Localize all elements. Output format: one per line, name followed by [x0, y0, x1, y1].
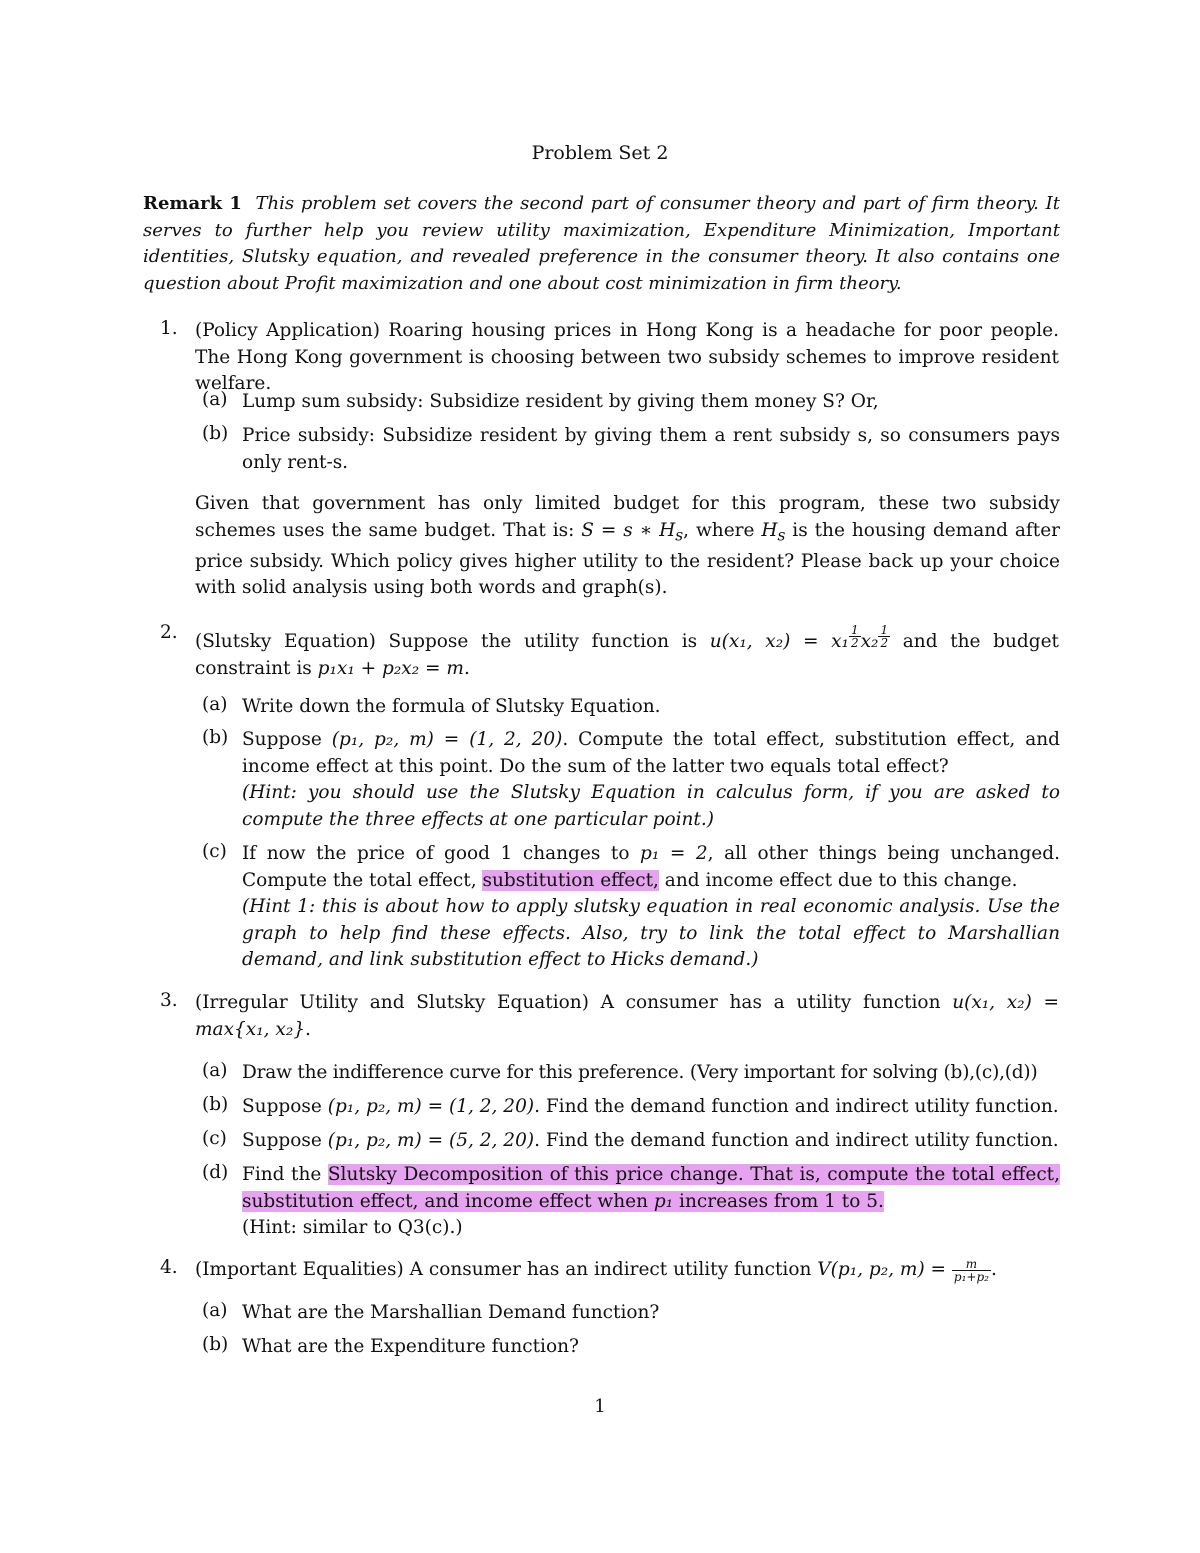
- sub-text: Suppose (p₁, p₂, m) = (1, 2, 20). Find the demand function and indirect utility function.: [242, 1096, 1059, 1117]
- sub-label: (a): [202, 1300, 228, 1321]
- question-1b: [195, 423, 1060, 476]
- question-text: (Slutsky Equation) Suppose the utility function is u(x₁, x₂) = x₁ $^{\frac{1}{2}}$ x₂ $^{\frac{1}{2}}$ and the budget constraint is p₁x₁ + p₂x₂ = m.: [195, 622, 1059, 679]
- question-2a: [195, 694, 1060, 721]
- math-budget: S = s ∗ $H_s$: [581, 519, 684, 545]
- math-utility: u(x₁, x₂) = x₁ $^{\frac{1}{2}}$ x₂ $^{\frac{1}{2}}$: [709, 622, 889, 653]
- sub-text: If now the price of good 1 changes to p₁ = 2, all other things being unchanged. Compute the total effect, substitution effect, and income effect due to this change. (Hint 1: this is about how to apply slutsky equation in real economic analysis. Use the graph to help find these effects. Also, try to link the total effect to Marshallian demand, and link substitution effect to Hicks demand.): [242, 841, 1060, 974]
- math-indirect-utility: V(p₁, p₂, m) =: [817, 1259, 952, 1280]
- para-text: is the housing demand after price subsidy. Which policy gives higher utility to the resident? Please back up your choice with solid analysis using both words and graph(s).: [195, 519, 1060, 599]
- sub-label: (b): [202, 423, 229, 444]
- question-3a: [195, 1060, 1060, 1087]
- para-text: Given that government has only limited budget for this program, these two subsidy schemes uses the same budget. That is:: [195, 493, 1060, 541]
- highlighted-text: Slutsky Decomposition of this price change. That is, compute the total effect, substitution effect, and income effect when p₁ increases from 1 to 5.: [242, 1164, 1060, 1212]
- question-3b: [195, 1094, 1060, 1121]
- question-number: 1.: [160, 318, 178, 339]
- sub-label: (c): [202, 1128, 227, 1149]
- question-4b: [195, 1334, 1060, 1361]
- sub-text: Price subsidy: Subsidize resident by giving them a rent subsidy s, so consumers pays only rent-s.: [242, 425, 1060, 473]
- sub-label: (b): [202, 1094, 229, 1115]
- remark-label: Remark 1: [143, 193, 242, 214]
- sub-label: (b): [202, 727, 229, 748]
- page-title: Problem Set 2: [531, 142, 669, 164]
- sub-label: (a): [202, 389, 228, 410]
- math-utility: u(x₁, x₂) = max{x₁, x₂}: [195, 992, 1059, 1040]
- question-1: [160, 318, 1060, 398]
- sub-text: What are the Expenditure function?: [242, 1336, 579, 1357]
- question-4: [160, 1257, 1060, 1284]
- question-text: (Irregular Utility and Slutsky Equation) A consumer has a utility function u(x₁, x₂) = max{x₁, x₂}.: [195, 992, 1059, 1040]
- question-number: 2.: [160, 622, 178, 643]
- sub-text: What are the Marshallian Demand function?: [242, 1302, 660, 1323]
- sub-text: Find the Slutsky Decomposition of this price change. That is, compute the total effect, substitution effect, and income effect when p₁ increases from 1 to 5. (Hint: similar to Q3(c).): [242, 1162, 1060, 1242]
- sub-text: Write down the formula of Slutsky Equation.: [242, 696, 661, 717]
- question-4a: [195, 1300, 1060, 1327]
- question-2: [160, 622, 1060, 682]
- para-text: , where: [683, 519, 762, 541]
- question-3c: [195, 1128, 1060, 1155]
- sub-text: Suppose (p₁, p₂, m) = (5, 2, 20). Find the demand function and indirect utility function.: [242, 1130, 1059, 1151]
- sub-text: Draw the indifference curve for this preference. (Very important for solving (b),(c),(d)): [242, 1062, 1038, 1083]
- sub-text: Lump sum subsidy: Subsidize resident by giving them money S? Or,: [242, 391, 879, 412]
- math-price: p₁ = 2: [640, 843, 708, 864]
- highlighted-text: substitution effect,: [482, 869, 659, 891]
- question-3: [160, 990, 1060, 1043]
- question-text: (Policy Application) Roaring housing prices in Hong Kong is a headache for poor people. The Hong Kong government is choosing between two subsidy schemes to improve resident welfare.: [195, 320, 1059, 394]
- question-number: 3.: [160, 990, 178, 1011]
- sub-label: (c): [202, 841, 227, 862]
- math-fraction: $\frac{m}{\text{p₁+p₂}}$: [953, 1256, 989, 1284]
- question-number: 4.: [160, 1257, 178, 1278]
- remark-block: [143, 191, 1060, 297]
- hint-text: (Hint: you should use the Slutsky Equation in calculus form, if you are asked to compute the three effects at one particular point.): [242, 782, 1060, 830]
- sub-label: (b): [202, 1334, 229, 1355]
- math-prices: (p₁, p₂, m) = (1, 2, 20): [331, 729, 563, 750]
- question-text: (Important Equalities) A consumer has an indirect utility function V(p₁, p₂, m) = $\frac{m}{\text{p₁+p₂}}$ .: [195, 1256, 997, 1284]
- sub-label: (d): [202, 1162, 229, 1183]
- hint-text: (Hint: similar to Q3(c).): [242, 1217, 463, 1238]
- math-budget-constraint: p₁x₁ + p₂x₂ = m: [317, 657, 464, 679]
- math-housing-demand: $H_s$: [761, 519, 786, 545]
- sub-text: Suppose (p₁, p₂, m) = (1, 2, 20). Compute the total effect, substitution effect, and income effect at this point. Do the sum of the latter two equals total effect? (Hint: you should use the Slutsky Equation in calculus form, if you are asked to compute the three effects at one particular point.): [242, 727, 1060, 833]
- page-number: 1: [594, 1396, 606, 1417]
- remark-body: This problem set covers the second part of consumer theory and part of firm theory. It serves to further help you review utility maximization, Expenditure Minimization, Important identities, Slutsky equation, and revealed preference in the consumer theory. It also contains one question about Profit maximization and one about cost minimization in firm theory.: [143, 193, 1060, 294]
- sub-label: (a): [202, 694, 228, 715]
- question-3d: [195, 1162, 1060, 1242]
- hint-text: (Hint 1: this is about how to apply slutsky equation in real economic analysis. Use the graph to help find these effects. Also, try to link the total effect to Marshallian demand, and link substitution effect to Hicks demand.): [242, 896, 1060, 970]
- question-1a: [195, 389, 1060, 416]
- question-2c: [195, 841, 1060, 974]
- sub-label: (a): [202, 1060, 228, 1081]
- question-2b: [195, 727, 1060, 833]
- question-1-paragraph: [195, 491, 1060, 602]
